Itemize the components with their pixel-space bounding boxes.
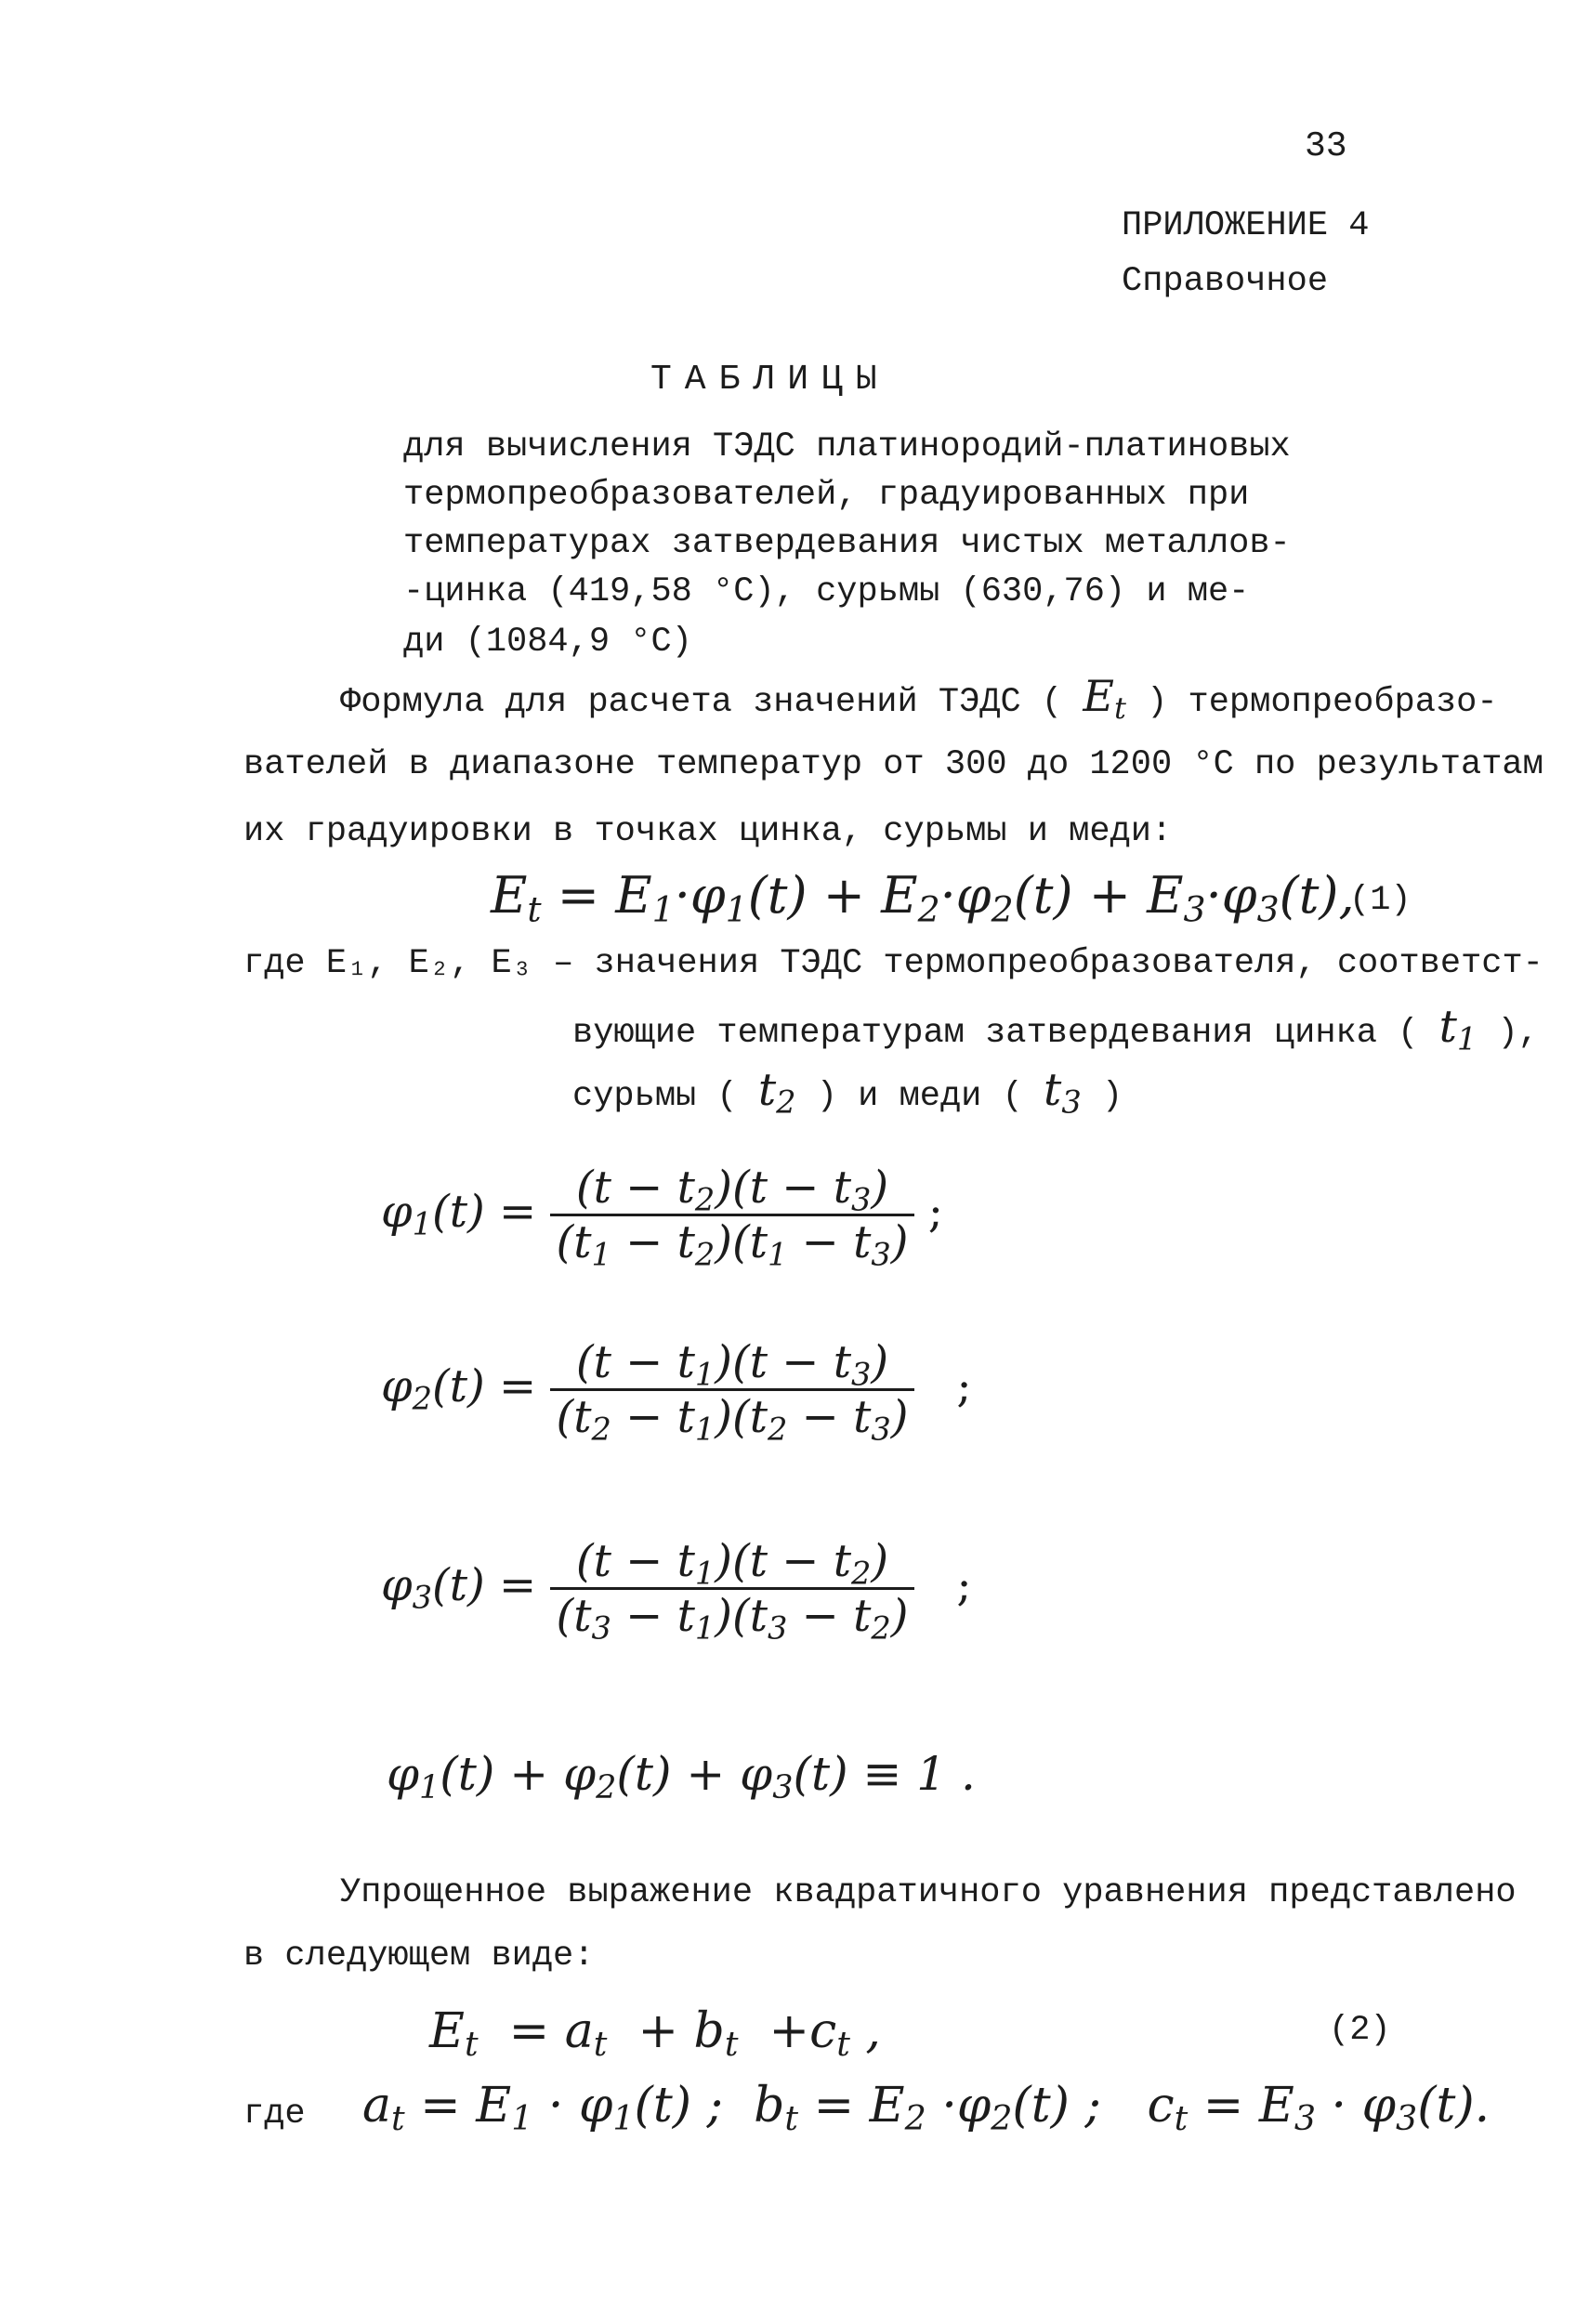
title-line-1: для вычисления ТЭДС платинородий-платиновых — [403, 427, 1291, 466]
where-1-symbols: E₁, E₂, E₃ — [325, 944, 532, 983]
where-1-text-3b: ) и меди ( — [816, 1077, 1023, 1116]
where-1-line-2 — [572, 1001, 1539, 1057]
page-title: ТАБЛИЦЫ — [650, 360, 890, 400]
equation-1: $E_t = E_1\cdot\varphi_1(t) + E_2\cdot\varphi_2(t) + E_3\cdot\varphi_3(t)$, — [491, 866, 1355, 930]
simplified-line-1: Упрощенное выражение квадратичного уравнения представлено — [340, 1873, 1517, 1912]
phi-sum-identity: $\varphi_1(t) + \varphi_2(t) + \varphi_3(t) \equiv 1$ . — [387, 1747, 976, 1806]
where-1-text-1: – значения ТЭДС термопреобразователя, соответст- — [553, 944, 1543, 983]
equation-2-number: (2) — [1329, 2011, 1391, 2050]
title-line-5: ди (1084,9 °С) — [403, 623, 692, 662]
simplified-line-2: в следующем виде: — [243, 1937, 595, 1976]
appendix-label: ПРИЛОЖЕНИЕ 4 — [1122, 206, 1370, 245]
where-1-prefix: где — [243, 944, 306, 983]
where-1-text-3a: сурьмы ( — [572, 1077, 738, 1116]
coefficients-definition: $a_t = E_1 \cdot \varphi_1(t)$ ; $b_t = E_2 \cdot\varphi_2(t)$ ; $c_t = E_3 \cdot \varphi_3(t)$. — [362, 2078, 1491, 2139]
title-line-3: температурах затвердевания чистых металлов- — [403, 524, 1291, 563]
intro-line-2: вателей в диапазоне температур от 300 до 1200 °С по результатам — [243, 745, 1543, 784]
intro-line-1 — [340, 671, 1498, 727]
symbol-t2: $t_2$ — [757, 1064, 796, 1121]
symbol-t1: $t_1$ — [1438, 1001, 1478, 1057]
where-1-line-1 — [243, 942, 1543, 985]
where-2-prefix: где — [243, 2094, 306, 2134]
where-1-line-3 — [572, 1064, 1123, 1121]
title-line-2: термопреобразователей, градуированных при — [403, 476, 1250, 515]
where-1-text-2b: ), — [1497, 1014, 1539, 1053]
intro-line-1-start: Формула для расчета значений ТЭДС ( — [340, 683, 1063, 722]
title-line-4: -цинка (419,58 °С), сурьмы (630,76) и ме- — [403, 572, 1250, 611]
intro-line-1-end: ) термопреобразо- — [1147, 683, 1498, 722]
phi1-formula: $\varphi_1(t)$ = $\frac{(t - t_2)(t - t_3)}{(t_1 - t_2)(t_1 - t_3)}$ ; — [381, 1162, 943, 1273]
symbol-et: $E_t$ — [1083, 671, 1126, 727]
phi3-formula: $\varphi_3(t)$ = $\frac{(t - t_1)(t - t_2)}{(t_3 - t_1)(t_3 - t_2)}$ ; — [381, 1535, 972, 1647]
equation-2: $E_t = a_t + b_t +c_t$ , — [429, 2003, 881, 2065]
equation-1-number: (1) — [1349, 881, 1412, 920]
phi2-formula: $\varphi_2(t)$ = $\frac{(t - t_1)(t - t_3)}{(t_2 - t_1)(t_2 - t_3)}$ ; — [381, 1336, 972, 1448]
appendix-note: Справочное — [1122, 262, 1329, 301]
page-number: 33 — [1305, 126, 1347, 166]
symbol-t3: $t_3$ — [1044, 1064, 1082, 1121]
intro-line-3: их градуировки в точках цинка, сурьмы и меди: — [243, 812, 1173, 851]
where-1-text-3c: ) — [1101, 1077, 1123, 1116]
where-1-text-2a: вующие температурам затвердевания цинка ( — [572, 1014, 1419, 1053]
